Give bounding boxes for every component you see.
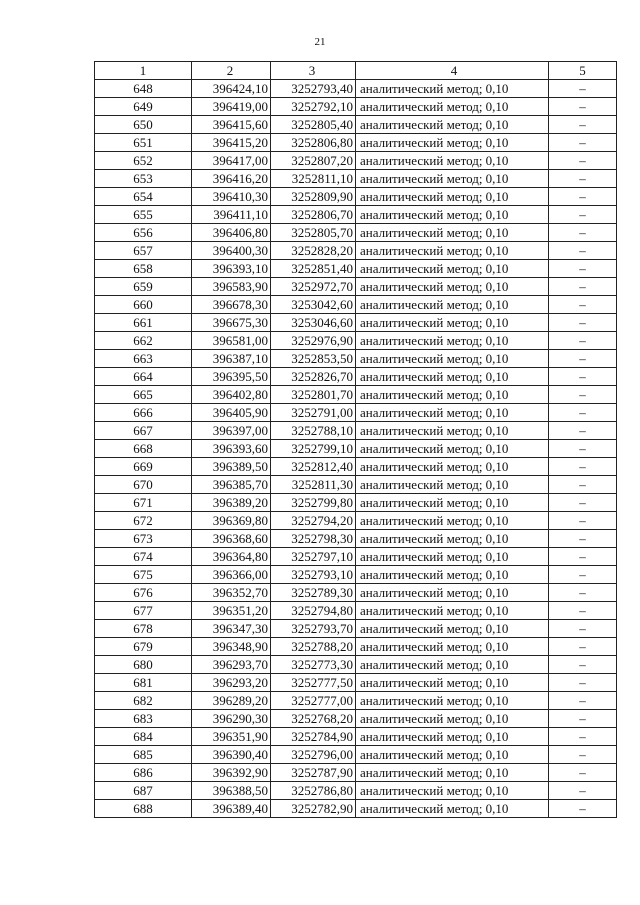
cell-note: –: [549, 314, 617, 332]
table-row: [95, 422, 617, 440]
cell-method-accuracy: аналитический метод; 0,10: [356, 638, 549, 656]
cell-note: –: [549, 602, 617, 620]
table-row: [95, 98, 617, 116]
table-row: [95, 638, 617, 656]
cell-note: –: [549, 764, 617, 782]
cell-note: –: [549, 710, 617, 728]
cell-coord-x: 396293,20: [192, 674, 271, 692]
cell-note: –: [549, 512, 617, 530]
cell-coord-y: 3252798,30: [271, 530, 356, 548]
table-row: [95, 134, 617, 152]
cell-note: –: [549, 422, 617, 440]
cell-method-accuracy: аналитический метод; 0,10: [356, 548, 549, 566]
cell-coord-y: 3252806,70: [271, 206, 356, 224]
cell-coord-x: 396290,30: [192, 710, 271, 728]
header-cell-4: 4: [356, 62, 549, 80]
cell-coord-x: 396389,40: [192, 800, 271, 818]
cell-coord-x: 396415,60: [192, 116, 271, 134]
cell-method-accuracy: аналитический метод; 0,10: [356, 116, 549, 134]
header-cell-2: 2: [192, 62, 271, 80]
table-row: [95, 602, 617, 620]
table-body: [95, 80, 617, 818]
cell-point-number: 650: [95, 116, 192, 134]
cell-note: –: [549, 782, 617, 800]
cell-method-accuracy: аналитический метод; 0,10: [356, 674, 549, 692]
cell-point-number: 666: [95, 404, 192, 422]
cell-point-number: 672: [95, 512, 192, 530]
cell-coord-y: 3252773,30: [271, 656, 356, 674]
cell-coord-y: 3252788,20: [271, 638, 356, 656]
table-row: [95, 710, 617, 728]
cell-method-accuracy: аналитический метод; 0,10: [356, 80, 549, 98]
table-row: [95, 404, 617, 422]
cell-coord-x: 396678,30: [192, 296, 271, 314]
cell-method-accuracy: аналитический метод; 0,10: [356, 188, 549, 206]
cell-coord-y: 3252794,80: [271, 602, 356, 620]
cell-coord-y: 3252799,10: [271, 440, 356, 458]
cell-note: –: [549, 458, 617, 476]
cell-coord-y: 3252826,70: [271, 368, 356, 386]
cell-point-number: 680: [95, 656, 192, 674]
table-row: [95, 692, 617, 710]
cell-coord-y: 3252793,40: [271, 80, 356, 98]
cell-note: –: [549, 134, 617, 152]
cell-coord-x: 396411,10: [192, 206, 271, 224]
cell-point-number: 653: [95, 170, 192, 188]
table-row: [95, 494, 617, 512]
cell-note: –: [549, 584, 617, 602]
cell-coord-x: 396392,90: [192, 764, 271, 782]
cell-point-number: 679: [95, 638, 192, 656]
cell-coord-x: 396424,10: [192, 80, 271, 98]
cell-point-number: 648: [95, 80, 192, 98]
cell-point-number: 687: [95, 782, 192, 800]
cell-method-accuracy: аналитический метод; 0,10: [356, 170, 549, 188]
cell-method-accuracy: аналитический метод; 0,10: [356, 134, 549, 152]
cell-note: –: [549, 278, 617, 296]
cell-method-accuracy: аналитический метод; 0,10: [356, 152, 549, 170]
cell-method-accuracy: аналитический метод; 0,10: [356, 440, 549, 458]
cell-coord-x: 396387,10: [192, 350, 271, 368]
table-row: [95, 620, 617, 638]
cell-method-accuracy: аналитический метод; 0,10: [356, 458, 549, 476]
cell-coord-y: 3253042,60: [271, 296, 356, 314]
cell-note: –: [549, 476, 617, 494]
cell-point-number: 671: [95, 494, 192, 512]
cell-point-number: 668: [95, 440, 192, 458]
cell-note: –: [549, 260, 617, 278]
cell-coord-x: 396400,30: [192, 242, 271, 260]
cell-note: –: [549, 116, 617, 134]
cell-note: –: [549, 638, 617, 656]
cell-coord-y: 3252806,80: [271, 134, 356, 152]
cell-point-number: 667: [95, 422, 192, 440]
table-row: [95, 296, 617, 314]
cell-coord-y: 3252812,40: [271, 458, 356, 476]
cell-point-number: 683: [95, 710, 192, 728]
table-row: [95, 746, 617, 764]
cell-method-accuracy: аналитический метод; 0,10: [356, 260, 549, 278]
cell-method-accuracy: аналитический метод; 0,10: [356, 278, 549, 296]
cell-coord-y: 3252801,70: [271, 386, 356, 404]
cell-coord-y: 3252791,00: [271, 404, 356, 422]
cell-coord-y: 3252787,90: [271, 764, 356, 782]
cell-point-number: 656: [95, 224, 192, 242]
cell-coord-x: 396369,80: [192, 512, 271, 530]
cell-note: –: [549, 386, 617, 404]
cell-coord-x: 396415,20: [192, 134, 271, 152]
cell-coord-y: 3252777,50: [271, 674, 356, 692]
cell-method-accuracy: аналитический метод; 0,10: [356, 620, 549, 638]
cell-coord-y: 3252786,80: [271, 782, 356, 800]
cell-coord-x: 396419,00: [192, 98, 271, 116]
cell-coord-x: 396675,30: [192, 314, 271, 332]
cell-point-number: 678: [95, 620, 192, 638]
table-row: [95, 674, 617, 692]
cell-method-accuracy: аналитический метод; 0,10: [356, 782, 549, 800]
cell-note: –: [549, 656, 617, 674]
cell-method-accuracy: аналитический метод; 0,10: [356, 800, 549, 818]
cell-method-accuracy: аналитический метод; 0,10: [356, 692, 549, 710]
cell-coord-y: 3252805,70: [271, 224, 356, 242]
table-row: [95, 440, 617, 458]
cell-coord-y: 3252793,10: [271, 566, 356, 584]
cell-method-accuracy: аналитический метод; 0,10: [356, 206, 549, 224]
coordinates-table: [94, 61, 617, 818]
table-row: [95, 566, 617, 584]
cell-note: –: [549, 800, 617, 818]
cell-coord-x: 396402,80: [192, 386, 271, 404]
cell-point-number: 658: [95, 260, 192, 278]
cell-coord-x: 396410,30: [192, 188, 271, 206]
cell-note: –: [549, 494, 617, 512]
cell-coord-y: 3252794,20: [271, 512, 356, 530]
cell-coord-y: 3252788,10: [271, 422, 356, 440]
cell-coord-x: 396390,40: [192, 746, 271, 764]
cell-method-accuracy: аналитический метод; 0,10: [356, 368, 549, 386]
header-cell-3: 3: [271, 62, 356, 80]
cell-coord-y: 3252811,30: [271, 476, 356, 494]
table-row: [95, 512, 617, 530]
table-row: [95, 368, 617, 386]
cell-method-accuracy: аналитический метод; 0,10: [356, 314, 549, 332]
table-header: [95, 62, 617, 80]
cell-coord-x: 396581,00: [192, 332, 271, 350]
cell-coord-y: 3252972,70: [271, 278, 356, 296]
cell-note: –: [549, 296, 617, 314]
cell-point-number: 657: [95, 242, 192, 260]
cell-point-number: 682: [95, 692, 192, 710]
cell-point-number: 669: [95, 458, 192, 476]
cell-coord-x: 396351,90: [192, 728, 271, 746]
cell-note: –: [549, 530, 617, 548]
cell-note: –: [549, 152, 617, 170]
cell-point-number: 662: [95, 332, 192, 350]
cell-coord-x: 396393,60: [192, 440, 271, 458]
cell-note: –: [549, 548, 617, 566]
header-cell-5: 5: [549, 62, 617, 80]
cell-note: –: [549, 188, 617, 206]
table-row: [95, 206, 617, 224]
cell-point-number: 681: [95, 674, 192, 692]
cell-note: –: [549, 98, 617, 116]
table-row: [95, 242, 617, 260]
table-row: [95, 170, 617, 188]
table-row: [95, 314, 617, 332]
cell-coord-x: 396416,20: [192, 170, 271, 188]
cell-coord-x: 396347,30: [192, 620, 271, 638]
cell-coord-y: 3252799,80: [271, 494, 356, 512]
cell-point-number: 670: [95, 476, 192, 494]
cell-method-accuracy: аналитический метод; 0,10: [356, 422, 549, 440]
table-row: [95, 278, 617, 296]
table-row: [95, 188, 617, 206]
cell-method-accuracy: аналитический метод; 0,10: [356, 530, 549, 548]
cell-method-accuracy: аналитический метод; 0,10: [356, 476, 549, 494]
cell-note: –: [549, 674, 617, 692]
cell-point-number: 665: [95, 386, 192, 404]
cell-coord-y: 3252782,90: [271, 800, 356, 818]
cell-coord-y: 3252805,40: [271, 116, 356, 134]
cell-point-number: 663: [95, 350, 192, 368]
table-row: [95, 332, 617, 350]
cell-point-number: 674: [95, 548, 192, 566]
cell-coord-x: 396366,00: [192, 566, 271, 584]
cell-coord-y: 3252797,10: [271, 548, 356, 566]
cell-method-accuracy: аналитический метод; 0,10: [356, 296, 549, 314]
cell-point-number: 661: [95, 314, 192, 332]
cell-coord-x: 396389,20: [192, 494, 271, 512]
cell-note: –: [549, 728, 617, 746]
table-row: [95, 530, 617, 548]
table-row: [95, 728, 617, 746]
cell-point-number: 660: [95, 296, 192, 314]
cell-method-accuracy: аналитический метод; 0,10: [356, 584, 549, 602]
table-row: [95, 80, 617, 98]
cell-point-number: 675: [95, 566, 192, 584]
cell-coord-x: 396406,80: [192, 224, 271, 242]
cell-coord-x: 396385,70: [192, 476, 271, 494]
table-row: [95, 548, 617, 566]
cell-note: –: [549, 242, 617, 260]
table-row: [95, 224, 617, 242]
cell-method-accuracy: аналитический метод; 0,10: [356, 764, 549, 782]
cell-method-accuracy: аналитический метод; 0,10: [356, 602, 549, 620]
cell-coord-x: 396417,00: [192, 152, 271, 170]
cell-coord-x: 396352,70: [192, 584, 271, 602]
cell-coord-x: 396289,20: [192, 692, 271, 710]
cell-method-accuracy: аналитический метод; 0,10: [356, 350, 549, 368]
cell-coord-x: 396405,90: [192, 404, 271, 422]
cell-point-number: 685: [95, 746, 192, 764]
cell-coord-x: 396389,50: [192, 458, 271, 476]
table-row: [95, 152, 617, 170]
cell-point-number: 664: [95, 368, 192, 386]
cell-coord-y: 3253046,60: [271, 314, 356, 332]
cell-point-number: 677: [95, 602, 192, 620]
cell-coord-y: 3252853,50: [271, 350, 356, 368]
table-row: [95, 476, 617, 494]
table-row: [95, 584, 617, 602]
cell-coord-x: 396393,10: [192, 260, 271, 278]
cell-coord-y: 3252789,30: [271, 584, 356, 602]
table-row: [95, 656, 617, 674]
cell-coord-y: 3252811,10: [271, 170, 356, 188]
cell-method-accuracy: аналитический метод; 0,10: [356, 332, 549, 350]
cell-coord-y: 3252768,20: [271, 710, 356, 728]
cell-note: –: [549, 350, 617, 368]
cell-note: –: [549, 692, 617, 710]
cell-method-accuracy: аналитический метод; 0,10: [356, 566, 549, 584]
cell-method-accuracy: аналитический метод; 0,10: [356, 494, 549, 512]
table-row: [95, 800, 617, 818]
cell-point-number: 673: [95, 530, 192, 548]
cell-coord-x: 396351,20: [192, 602, 271, 620]
cell-coord-y: 3252976,90: [271, 332, 356, 350]
cell-point-number: 651: [95, 134, 192, 152]
cell-point-number: 676: [95, 584, 192, 602]
cell-method-accuracy: аналитический метод; 0,10: [356, 746, 549, 764]
cell-point-number: 655: [95, 206, 192, 224]
cell-method-accuracy: аналитический метод; 0,10: [356, 224, 549, 242]
cell-note: –: [549, 566, 617, 584]
cell-note: –: [549, 80, 617, 98]
page-number: 21: [314, 36, 326, 48]
cell-method-accuracy: аналитический метод; 0,10: [356, 242, 549, 260]
cell-coord-y: 3252793,70: [271, 620, 356, 638]
cell-coord-x: 396388,50: [192, 782, 271, 800]
cell-note: –: [549, 206, 617, 224]
cell-method-accuracy: аналитический метод; 0,10: [356, 512, 549, 530]
cell-point-number: 654: [95, 188, 192, 206]
table-row: [95, 350, 617, 368]
cell-note: –: [549, 620, 617, 638]
cell-coord-x: 396397,00: [192, 422, 271, 440]
header-row: [95, 62, 617, 80]
cell-coord-x: 396364,80: [192, 548, 271, 566]
header-cell-1: 1: [95, 62, 192, 80]
cell-method-accuracy: аналитический метод; 0,10: [356, 656, 549, 674]
cell-point-number: 686: [95, 764, 192, 782]
cell-coord-x: 396348,90: [192, 638, 271, 656]
table-row: [95, 116, 617, 134]
cell-coord-y: 3252784,90: [271, 728, 356, 746]
cell-point-number: 652: [95, 152, 192, 170]
cell-note: –: [549, 170, 617, 188]
cell-note: –: [549, 368, 617, 386]
table-row: [95, 458, 617, 476]
cell-note: –: [549, 224, 617, 242]
cell-method-accuracy: аналитический метод; 0,10: [356, 728, 549, 746]
table-row: [95, 764, 617, 782]
cell-method-accuracy: аналитический метод; 0,10: [356, 710, 549, 728]
cell-coord-y: 3252828,20: [271, 242, 356, 260]
cell-method-accuracy: аналитический метод; 0,10: [356, 386, 549, 404]
cell-method-accuracy: аналитический метод; 0,10: [356, 98, 549, 116]
cell-coord-y: 3252851,40: [271, 260, 356, 278]
cell-point-number: 684: [95, 728, 192, 746]
cell-coord-y: 3252809,90: [271, 188, 356, 206]
cell-method-accuracy: аналитический метод; 0,10: [356, 404, 549, 422]
cell-point-number: 659: [95, 278, 192, 296]
cell-note: –: [549, 440, 617, 458]
table-row: [95, 260, 617, 278]
cell-coord-y: 3252807,20: [271, 152, 356, 170]
cell-coord-x: 396368,60: [192, 530, 271, 548]
cell-note: –: [549, 746, 617, 764]
cell-point-number: 649: [95, 98, 192, 116]
table-row: [95, 782, 617, 800]
table-row: [95, 386, 617, 404]
cell-note: –: [549, 404, 617, 422]
cell-coord-x: 396293,70: [192, 656, 271, 674]
cell-coord-y: 3252792,10: [271, 98, 356, 116]
cell-coord-x: 396583,90: [192, 278, 271, 296]
cell-point-number: 688: [95, 800, 192, 818]
cell-coord-x: 396395,50: [192, 368, 271, 386]
cell-coord-y: 3252777,00: [271, 692, 356, 710]
cell-coord-y: 3252796,00: [271, 746, 356, 764]
cell-note: –: [549, 332, 617, 350]
